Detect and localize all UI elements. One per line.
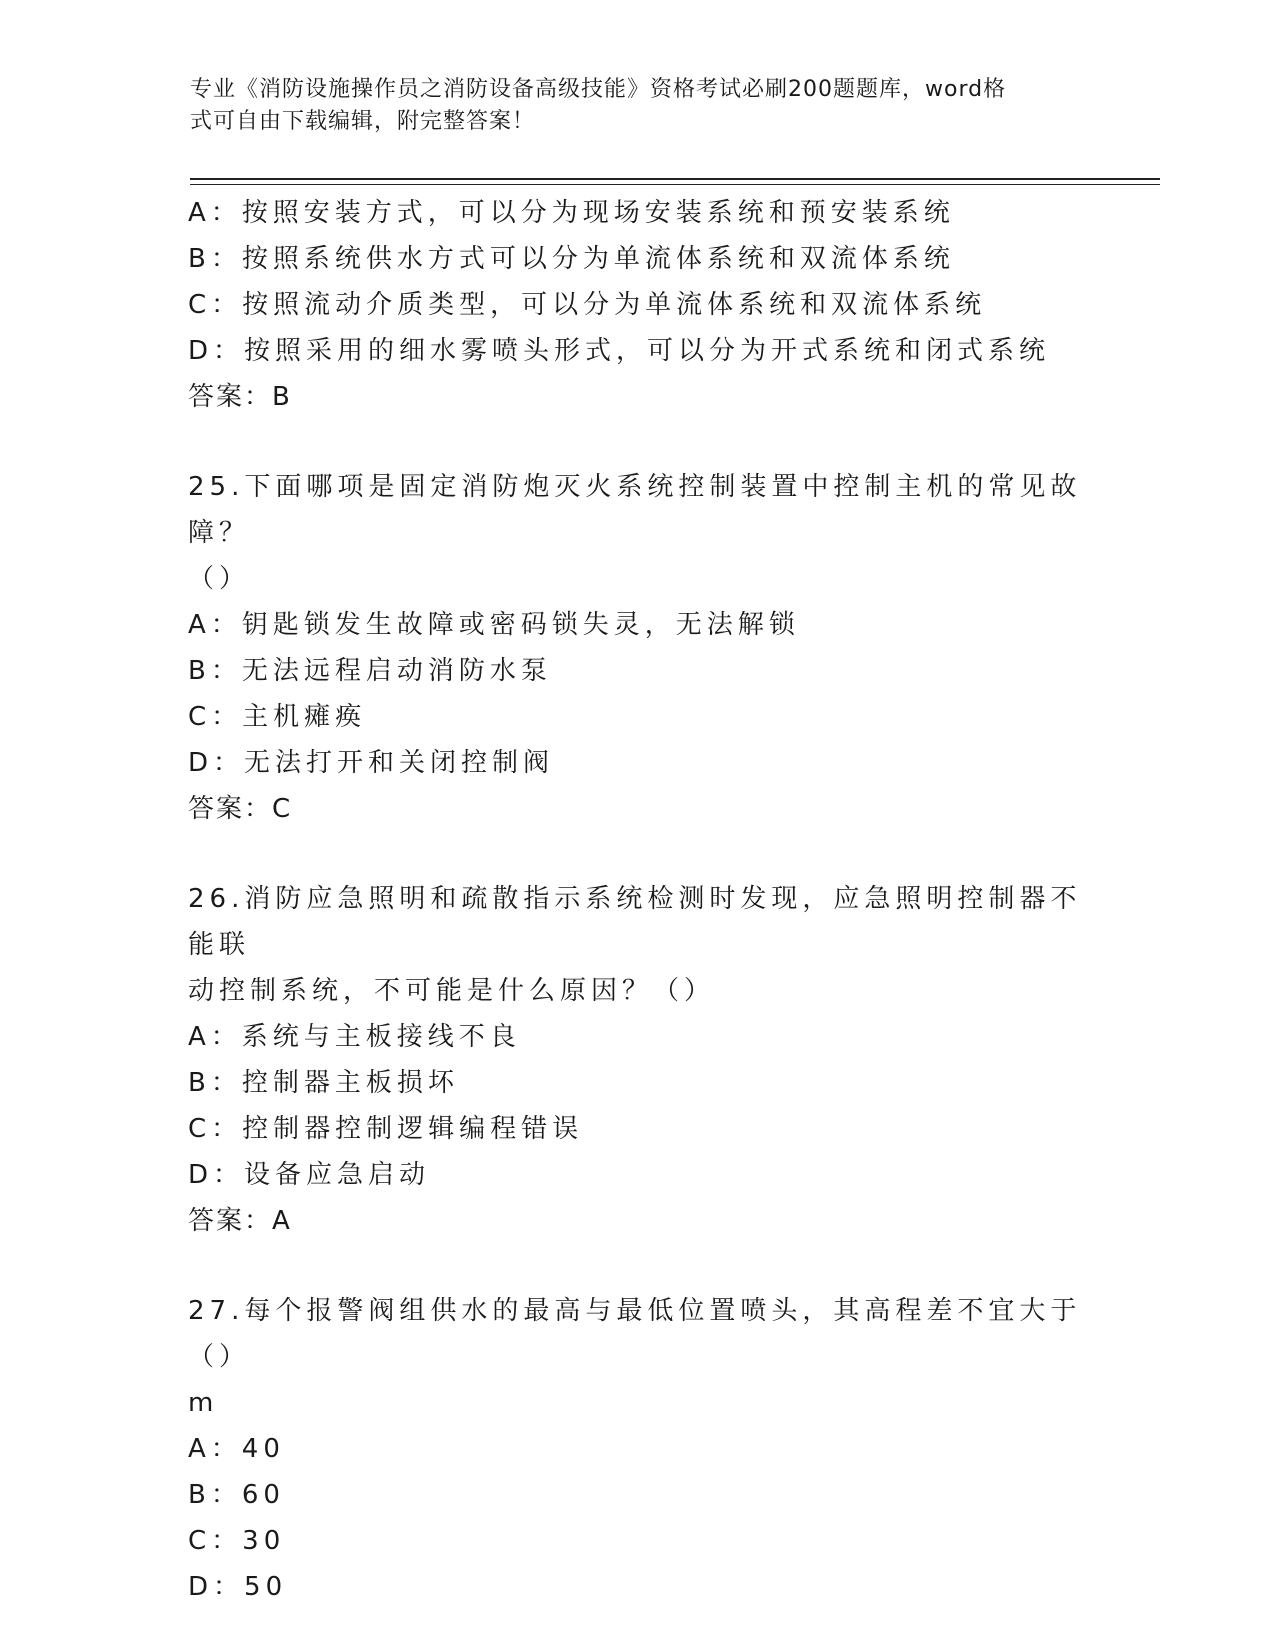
option-a: A：按照安装方式，可以分为现场安装系统和预安装系统 xyxy=(188,198,955,228)
question-26-text-line-1: 26.消防应急照明和疏散指示系统检测时发现，应急照明控制器不能联 xyxy=(188,884,1082,960)
option-c: C：30 xyxy=(188,1526,286,1556)
option-b: B：60 xyxy=(188,1480,285,1510)
question-25-text-line-2: （） xyxy=(188,564,251,594)
document-header xyxy=(190,74,1070,138)
spacer xyxy=(188,420,1088,464)
option-a: A：钥匙锁发生故障或密码锁失灵，无法解锁 xyxy=(188,610,800,640)
question-25-block xyxy=(188,464,1088,832)
header-divider-thin xyxy=(190,184,1160,185)
header-title-line-1: 专业《消防设施操作员之消防设备高级技能》资格考试必刷200题题库，word格 xyxy=(190,77,1007,102)
question-27-block xyxy=(188,1288,1088,1610)
option-c: C：按照流动介质类型，可以分为单流体系统和双流体系统 xyxy=(188,290,987,320)
question-26-text-line-2: 动控制系统，不可能是什么原因？（） xyxy=(188,976,716,1006)
spacer xyxy=(188,832,1088,876)
header-divider-thick xyxy=(190,178,1160,180)
option-a: A：系统与主板接线不良 xyxy=(188,1022,521,1052)
question-27-text-line-2: m xyxy=(188,1388,219,1418)
header-title-line-2: 式可自由下载编辑，附完整答案！ xyxy=(190,109,536,134)
document-body xyxy=(188,190,1088,1610)
answer-line: 答案：A xyxy=(188,1206,292,1236)
option-d: D：设备应急启动 xyxy=(188,1160,431,1190)
prev-question-block xyxy=(188,190,1088,420)
answer-line: 答案：B xyxy=(188,382,292,412)
option-c: C：主机瘫痪 xyxy=(188,702,367,732)
option-a: A：40 xyxy=(188,1434,285,1464)
option-d: D：按照采用的细水雾喷头形式，可以分为开式系统和闭式系统 xyxy=(188,336,1051,366)
answer-line: 答案：C xyxy=(188,794,293,824)
option-b: B：控制器主板损坏 xyxy=(188,1068,459,1098)
option-b: B：按照系统供水方式可以分为单流体系统和双流体系统 xyxy=(188,244,955,274)
option-d: D：无法打开和关闭控制阀 xyxy=(188,748,555,778)
option-b: B：无法远程启动消防水泵 xyxy=(188,656,552,686)
option-d: D：50 xyxy=(188,1572,288,1602)
question-26-block xyxy=(188,876,1088,1244)
spacer xyxy=(188,1244,1088,1288)
question-25-text-line-1: 25.下面哪项是固定消防炮灭火系统控制装置中控制主机的常见故障？ xyxy=(188,472,1082,548)
question-27-text-line-1: 27.每个报警阀组供水的最高与最低位置喷头，其高程差不宜大于（） xyxy=(188,1296,1082,1372)
option-c: C：控制器控制逻辑编程错误 xyxy=(188,1114,584,1144)
